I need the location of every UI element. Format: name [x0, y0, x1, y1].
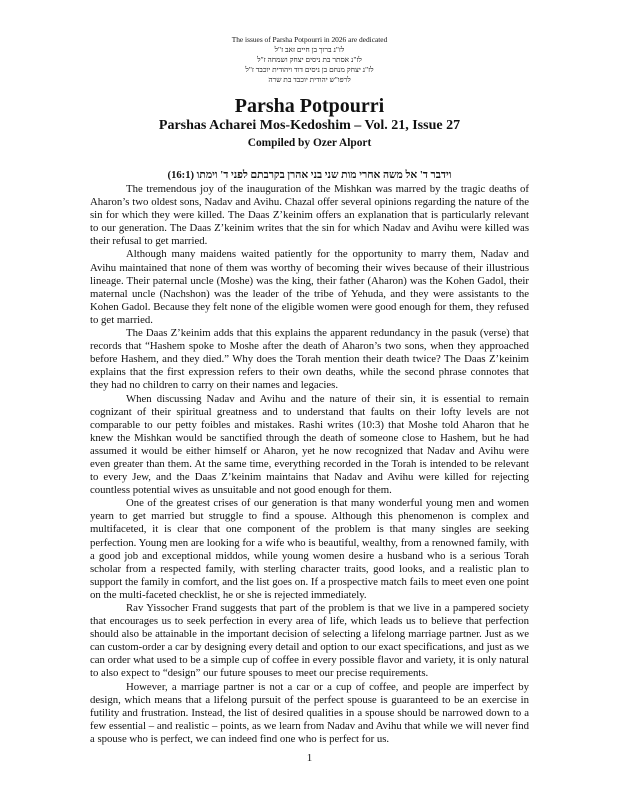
document-subtitle: Parshas Acharei Mos-Kedoshim – Vol. 21, Issue 27: [158, 118, 461, 133]
paragraph: One of the greatest crises of our generation is that many wonderful young men and women yearn to get married but struggle to find a spouse. Although this phenomenon is complex and multifaceted, it is clear that one component of the problem is that many singles are seeking perfection. Young men are looking for a wife who is beautiful, wealthy, from a renowned family, with a good job and exceptional middos, while young women desire a husband who is a serious Torah scholar from a respected family, with sterling character traits, good looks, and a realistic plan to support the family in comfort, and the list goes on. If a prospective match fails to meet even one point on the multi-faceted checklist, he or she is rejected immediately.: [90, 497, 529, 601]
dedication-block: [0, 35, 619, 85]
dedication-line: לרפו"ש יהודית יוכבד בת שרה: [268, 75, 351, 84]
paragraph: However, a marriage partner is not a car or a cup of coffee, and people are imperfect by design, which means that a lifelong pursuit of the perfect spouse is guaranteed to be an exercise in futility and frustration. Instead, the list of desired qualities in a spouse should be narrowed down to a few essential – and realistic – points, as we learn from Nadav and Avihu that while we will never find a spouse who is perfect, we can indeed find one who is perfect for us.: [90, 680, 529, 745]
dedication-line: לז"נ ברוך בן חיים זאב ז"ל: [274, 45, 345, 54]
paragraph: Rav Yissocher Frand suggests that part of the problem is that we live in a pampered society that encourages us to seek perfection in every area of life, which leads us to believe that perfection should also be attainable in the important decision of selecting a lifelong marriage partner. Just as we can custom-order a car by designing every detail and option to our exact specifications, and just as we can order what used to be a simple cup of coffee in every possible flavor and variety, it is only natural to also expect to “design” our future spouses to meet our precise requirements.: [90, 602, 529, 680]
paragraph: The tremendous joy of the inauguration of the Mishkan was marred by the tragic deaths of Aharon’s two oldest sons, Nadav and Avihu. Chazal offer several opinions regarding the nature of the sin for which they were killed. The Daas Z’keinim offers an explanation that is particularly relevant to our generation. The Daas Z’keinim writes that the sin for which Nadav and Avihu were killed was their refusal to get married.: [90, 183, 529, 248]
verse-heading: וידבר ד' אל משה אחרי מות שני בני אהרן בקרבתם לפני ד' וימתו (16:1): [167, 170, 452, 181]
dedication-line: The issues of Parsha Potpourri in 2026 are dedicated: [231, 35, 388, 44]
dedication-line: לז"נ אסתר בת ניסים יצחק ושמחה ז"ל: [257, 55, 362, 64]
paragraph: When discussing Nadav and Avihu and the nature of their sin, it is essential to remain cognizant of their spiritual greatness and to understand that faults on their lofty levels are not comparable to our petty foibles and mistakes. Rashi writes (10:3) that Moshe told Aharon that he knew the Mishkan would be sanctified through the death of someone close to Hashem, but he had assumed it would be either himself or Aharon, yet he now recognized that Nadav and Avihu were even greater than them. At the same time, everything recorded in the Torah is intended to be relevant to every Jew, and the Daas Z’keinim maintains that Nadav and Avihu were killed for rejecting countless potential wives as unsuitable and not good enough for them.: [90, 392, 529, 497]
page-number: 1: [306, 752, 313, 764]
dedication-line: לז"נ יצחק מנחם בן ניסים דוד ויהודית יוכבד ז"ל: [245, 65, 374, 74]
author-line: Compiled by Ozer Alport: [247, 137, 372, 149]
paragraph: The Daas Z’keinim adds that this explains the apparent redundancy in the pasuk (verse) that records that “Hashem spoke to Moshe after the death of Aharon’s two sons, when they approached before Hashem, and they died.” Why does the Torah mention their death twice? The Daas Z’keinim explains that the first expression refers to their own deaths, while the second phrase connotes that they had no children to carry on their names and legacies.: [90, 327, 529, 392]
article-body: [90, 183, 529, 746]
paragraph: Although many maidens waited patiently for the opportunity to marry them, Nadav and Avihu maintained that none of them was worthy of becoming their wives because of their illustrious lineage. Their paternal uncle (Moshe) was the king, their father (Aharon) was the Kohen Gadol, their maternal uncle (Nachshon) was the leader of the tribe of Yehuda, and they were assistants to the Kohen Gadol. Because they felt none of the eligible women were good enough for them, they refused to get married.: [90, 248, 529, 326]
document-title: Parsha Potpourri: [234, 95, 385, 117]
